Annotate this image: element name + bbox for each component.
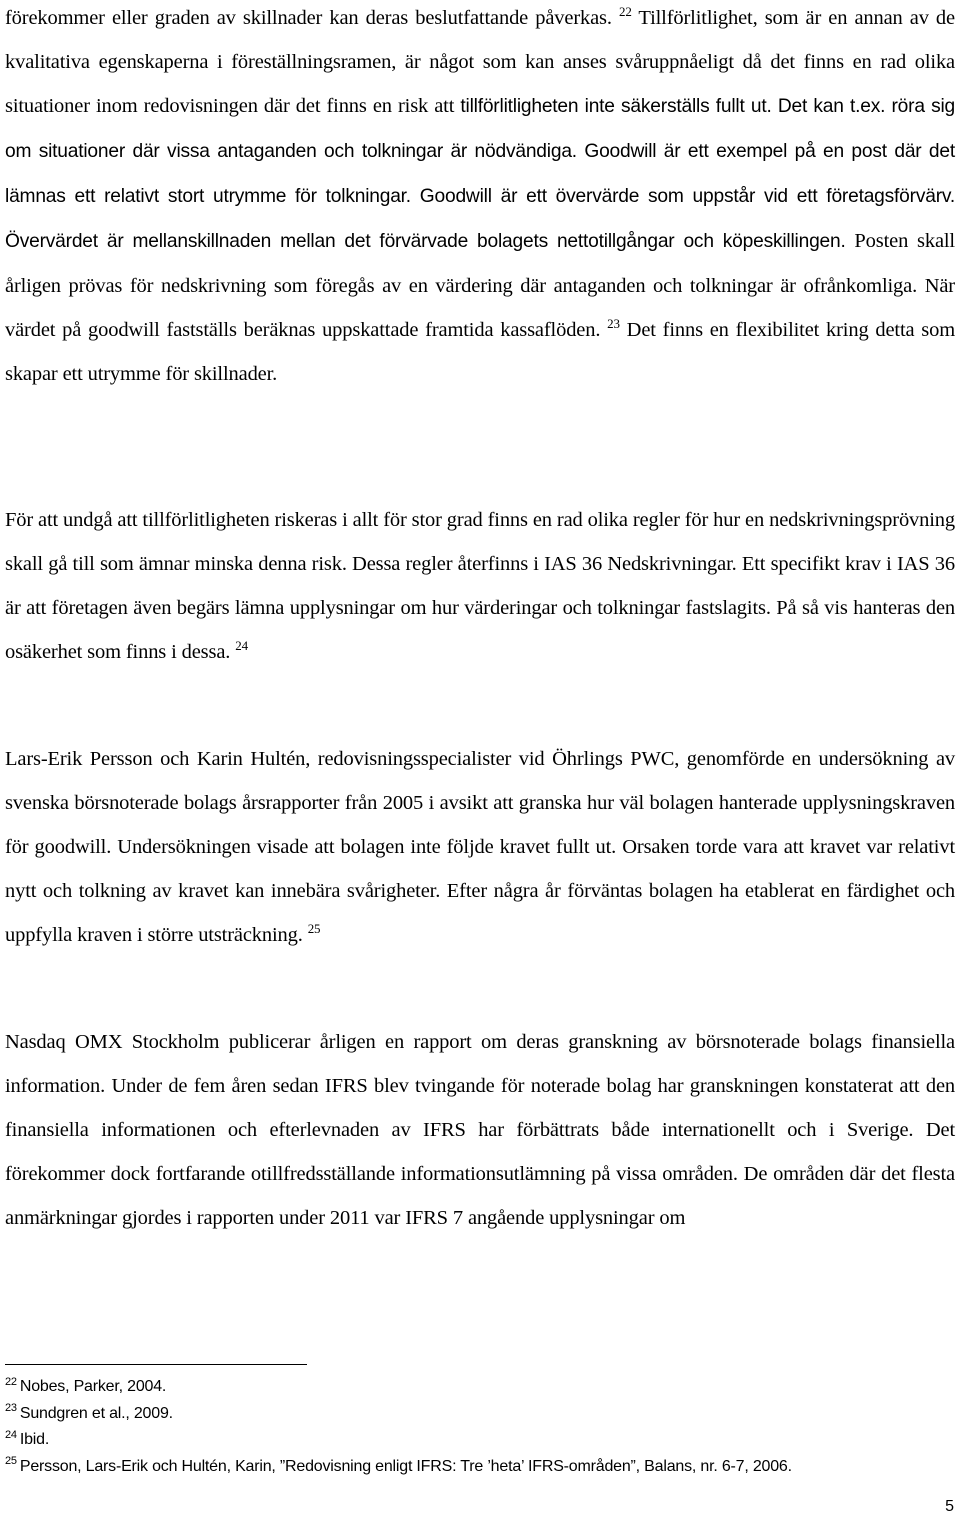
- body-paragraph-2: [5, 498, 955, 674]
- footnote-reference: 25: [307, 921, 321, 937]
- footnote-number: 24: [5, 1428, 17, 1441]
- footnote-reference: 23: [607, 316, 620, 332]
- footnote-text: Persson, Lars-Erik och Hultén, Karin, ”Redovisning enligt IFRS: Tre ’heta’ IFRS-områden”, Balans, nr. 6-7, 2006.: [19, 1457, 792, 1475]
- footnote-24: [5, 1427, 960, 1454]
- footnote-22: [5, 1374, 960, 1401]
- footnote-number: 25: [5, 1455, 17, 1468]
- body-paragraph-4: [5, 1020, 955, 1240]
- footnote-text: Ibid.: [19, 1431, 50, 1448]
- footnote-text: Sundgren et al., 2009.: [19, 1404, 173, 1422]
- footnote-23: [5, 1401, 960, 1428]
- footnote-number: 23: [5, 1402, 17, 1415]
- paragraph-text: tillförlitligheten inte säkerställs fullt ut. Det kan t.ex. röra sig om situationer där vissa antaganden och tolkningar är nödvändiga. Goodwill är ett exempel på en post där det lämnas ett relativt stort utrymme för tolkningar. Goodwill är ett övervärde som uppstår vid ett företagsförvärv. Övervärdet är mellanskillnaden mellan det förvärvade bolagets nettotillgångar och köpeskillingen.: [5, 96, 955, 252]
- paragraph-text: För att undgå att tillförlitligheten riskeras i allt för stor grad finns en rad olika regler för hur en nedskrivningsprövning skall gå till som ämnar minska denna risk. Dessa regler återfinns i IAS 36 Nedskrivningar. Ett specifikt krav i IAS 36 är att företagen även begärs lämna upplysningar om hur värderingar och tolkningar fastslagits. På så vis hanteras den osäkerhet som finns i dessa.: [5, 509, 955, 663]
- footnote-text: Nobes, Parker, 2004.: [19, 1378, 167, 1395]
- footnote-reference: 22: [618, 4, 632, 20]
- paragraph-text: Lars-Erik Persson och Karin Hultén, redovisningsspecialister vid Öhrlings PWC, genomförde en undersökning av svenska börsnoterade bolags årsrapporter från 2005 i avsikt att granska hur väl bolagen hanterade upplysningskraven för goodwill. Undersökningen visade att bolagen inte följde kravet fullt ut. Orsaken torde vara att kravet var relativt nytt och tolkning av kravet kan innebära svårigheter. Efter några år förväntas bolagen ha etablerat en färdighet och uppfylla kraven i större utsträckning.: [5, 748, 955, 946]
- paragraph-text: Posten skall årligen prövas för nedskrivning som föregås av en värdering där antaganden och tolkningar är ofrånkomliga. När värdet på goodwill fastställs beräknas uppskattade framtida kassaflöden.: [5, 230, 955, 341]
- footnote-reference: 24: [235, 638, 248, 654]
- paragraph-text: förekommer eller graden av skillnader kan deras beslutfattande påverkas.: [5, 7, 619, 29]
- footnote-number: 22: [5, 1375, 17, 1388]
- body-paragraph-1: [5, 0, 955, 396]
- footnotes-list: [5, 1374, 960, 1480]
- footnote-25: [5, 1454, 960, 1481]
- page-number: 5: [945, 1498, 954, 1515]
- paragraph-text: Nasdaq OMX Stockholm publicerar årligen en rapport om deras granskning av börsnoterade bolags finansiella information. Under de fem åren sedan IFRS blev tvingande för noterade bolag har granskningen konstaterat att den finansiella informationen och efterlevnaden av IFRS har förbättrats både internationellt och i Sverige. Det förekommer dock fortfarande otillfredsställande informationsutlämning på vissa områden. De områden där det flesta anmärkningar gjordes i rapporten under 2011 var IFRS 7 angående upplysningar om: [5, 1031, 955, 1229]
- paragraph-text: Det finns en flexibilitet kring detta som skapar ett utrymme för skillnader.: [5, 319, 956, 385]
- body-paragraph-3: [5, 737, 955, 957]
- footnote-separator: [5, 1364, 307, 1365]
- paragraph-text: Tillförlitlighet, som är en annan av de kvalitativa egenskaperna i föreställningsramen, är något som kan anses svåruppnåeligt då det finns en rad olika situationer inom redovisningen där det finns en risk att: [5, 7, 955, 117]
